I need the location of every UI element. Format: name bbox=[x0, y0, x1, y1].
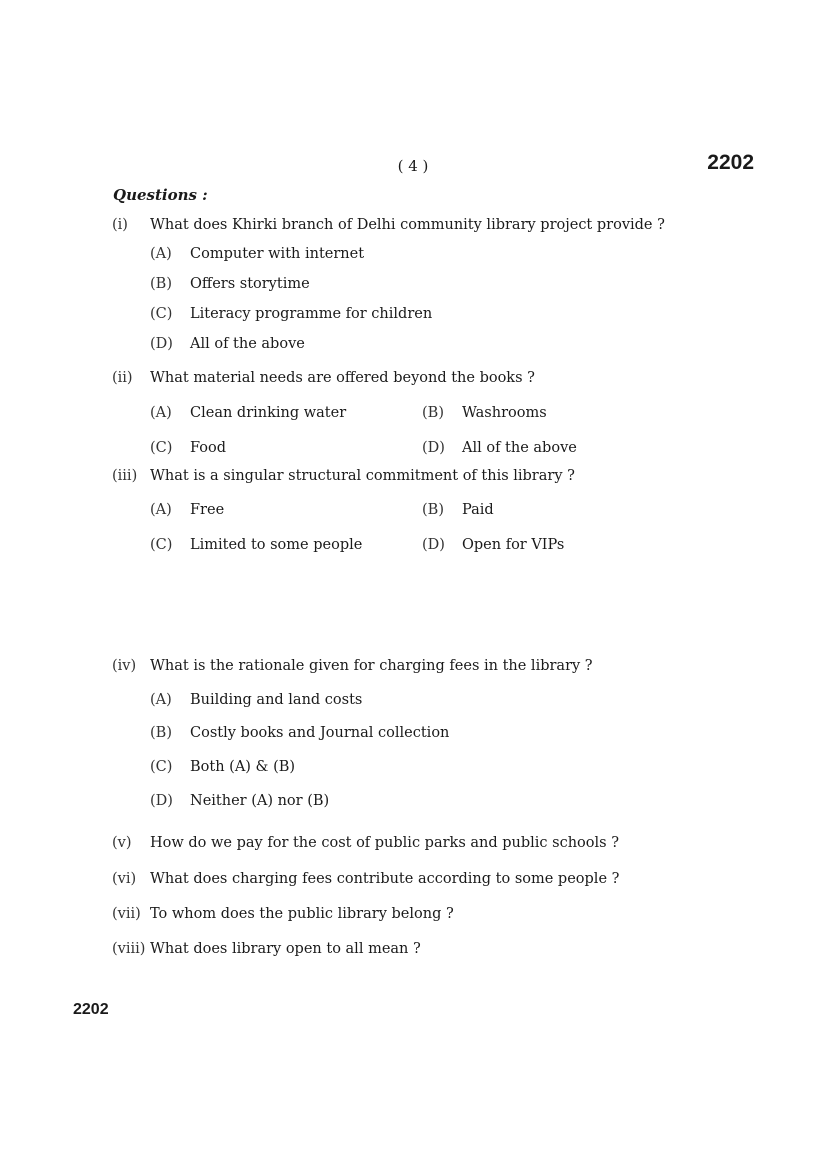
option-letter: (A) bbox=[150, 502, 172, 518]
option-letter: (A) bbox=[150, 405, 172, 421]
question-text: What does Khirki branch of Delhi community library project provide ? bbox=[150, 217, 665, 233]
option-text: Computer with internet bbox=[190, 246, 365, 262]
option-letter: (B) bbox=[422, 502, 444, 518]
question-number: (i) bbox=[112, 217, 128, 233]
option-text: All of the above bbox=[190, 336, 305, 352]
paper-code-top: 2202 bbox=[707, 151, 754, 174]
question-text: What does library open to all mean ? bbox=[150, 941, 421, 957]
question-number: (vii) bbox=[112, 906, 141, 922]
question-number: (v) bbox=[112, 835, 132, 851]
option-text: Limited to some people bbox=[190, 537, 363, 553]
option-letter: (D) bbox=[150, 336, 173, 352]
question-text: How do we pay for the cost of public parks and public schools ? bbox=[150, 835, 619, 851]
section-heading: Questions : bbox=[113, 186, 208, 204]
question-number: (ii) bbox=[112, 370, 133, 386]
option-text: Clean drinking water bbox=[190, 405, 347, 421]
question-number: (viii) bbox=[112, 941, 146, 957]
option-text: Paid bbox=[462, 502, 494, 518]
option-text: Both (A) & (B) bbox=[190, 759, 296, 775]
question-text: What material needs are offered beyond the books ? bbox=[150, 370, 535, 386]
question-text: What is the rationale given for charging fees in the library ? bbox=[150, 658, 593, 674]
option-letter: (D) bbox=[422, 537, 445, 553]
option-letter: (B) bbox=[422, 405, 444, 421]
option-letter: (C) bbox=[150, 440, 173, 456]
option-letter: (C) bbox=[150, 537, 173, 553]
option-letter: (C) bbox=[150, 759, 173, 775]
option-letter: (B) bbox=[150, 725, 172, 741]
option-text: Offers storytime bbox=[190, 276, 310, 292]
option-letter: (B) bbox=[150, 276, 172, 292]
option-text: Free bbox=[190, 502, 225, 518]
question-text: To whom does the public library belong ? bbox=[150, 906, 454, 922]
option-letter: (C) bbox=[150, 306, 173, 322]
option-text: Costly books and Journal collection bbox=[190, 725, 450, 741]
option-text: Literacy programme for children bbox=[190, 306, 433, 322]
option-text: Washrooms bbox=[462, 405, 547, 421]
option-text: Food bbox=[190, 440, 227, 456]
question-number: (vi) bbox=[112, 871, 137, 887]
option-text: All of the above bbox=[462, 440, 577, 456]
option-text: Neither (A) nor (B) bbox=[190, 793, 330, 809]
option-text: Open for VIPs bbox=[462, 537, 565, 553]
option-letter: (D) bbox=[422, 440, 445, 456]
option-letter: (D) bbox=[150, 793, 173, 809]
question-number: (iv) bbox=[112, 658, 137, 674]
question-number: (iii) bbox=[112, 468, 138, 484]
paper-code-bottom: 2202 bbox=[73, 1001, 109, 1018]
question-text: What is a singular structural commitment of this library ? bbox=[150, 468, 575, 484]
option-letter: (A) bbox=[150, 246, 172, 262]
option-text: Building and land costs bbox=[190, 692, 363, 708]
question-text: What does charging fees contribute according to some people ? bbox=[150, 871, 620, 887]
page-number: ( 4 ) bbox=[397, 157, 429, 175]
option-letter: (A) bbox=[150, 692, 172, 708]
